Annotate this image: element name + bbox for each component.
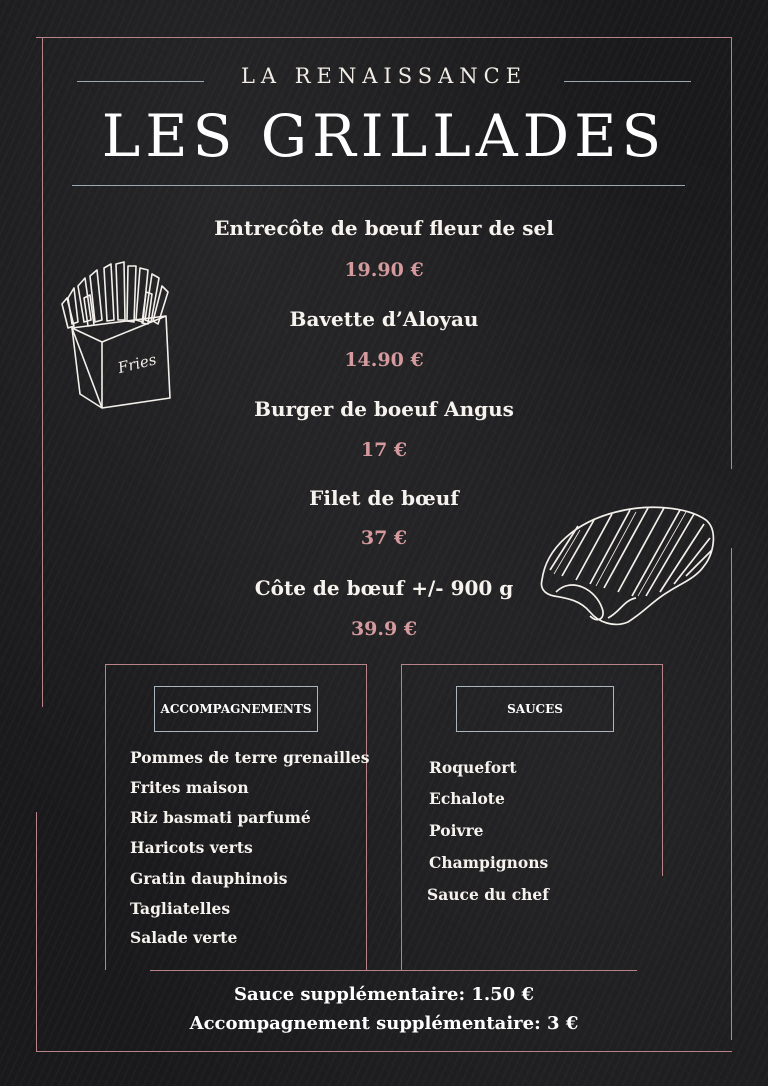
- extra-sauce-price: Sauce supplémentaire: 1.50 €: [234, 984, 534, 1005]
- sauces-box-top: [401, 664, 663, 665]
- side-item: Frites maison: [130, 778, 249, 797]
- page-title: LES GRILLADES: [101, 102, 667, 170]
- extra-side-price: Accompagnement supplémentaire: 3 €: [189, 1013, 579, 1034]
- sauce-item: Poivre: [429, 821, 484, 840]
- dish-price: 17 €: [360, 439, 408, 461]
- dish-name: Bavette d’Aloyau: [289, 307, 479, 331]
- sauce-item: Echalote: [429, 789, 505, 808]
- side-item: Pommes de terre grenailles: [130, 748, 370, 767]
- dish-name: Côte de bœuf +/- 900 g: [254, 576, 514, 600]
- side-item: Salade verte: [130, 928, 238, 947]
- sauces-title: SAUCES: [456, 686, 614, 732]
- dish-price: 39.9 €: [350, 618, 418, 640]
- title-underline: [72, 185, 685, 186]
- dish-price: 19.90 €: [344, 259, 424, 281]
- boxes-bottom-line: [150, 970, 637, 971]
- sides-box-left: [105, 664, 106, 970]
- sauce-item: Roquefort: [429, 758, 517, 777]
- sauces-box-right: [662, 664, 663, 876]
- sauce-item: Champignons: [429, 853, 549, 872]
- sauces-box-left: [401, 664, 402, 970]
- sides-box-top: [105, 664, 367, 665]
- dish-name: Entrecôte de bœuf fleur de sel: [214, 216, 554, 240]
- dish-price: 14.90 €: [344, 349, 424, 371]
- sides-box-right: [366, 664, 367, 970]
- dish-name: Filet de bœuf: [309, 486, 459, 510]
- side-item: Gratin dauphinois: [130, 869, 288, 888]
- fries-box-icon: [58, 258, 178, 410]
- frame-top-line: [36, 37, 732, 38]
- dish-name: Burger de boeuf Angus: [254, 397, 514, 421]
- side-item: Tagliatelles: [130, 899, 231, 918]
- frame-bottom-line: [36, 1051, 732, 1052]
- fries-label: Fries: [115, 350, 159, 378]
- sides-title: ACCOMPAGNEMENTS: [154, 686, 318, 732]
- restaurant-name: LA RENAISSANCE: [240, 64, 528, 88]
- sauce-item: Sauce du chef: [427, 885, 549, 904]
- steak-icon: [536, 500, 718, 632]
- side-item: Riz basmati parfumé: [130, 808, 311, 827]
- side-item: Haricots verts: [130, 838, 253, 857]
- dish-price: 37 €: [360, 527, 408, 549]
